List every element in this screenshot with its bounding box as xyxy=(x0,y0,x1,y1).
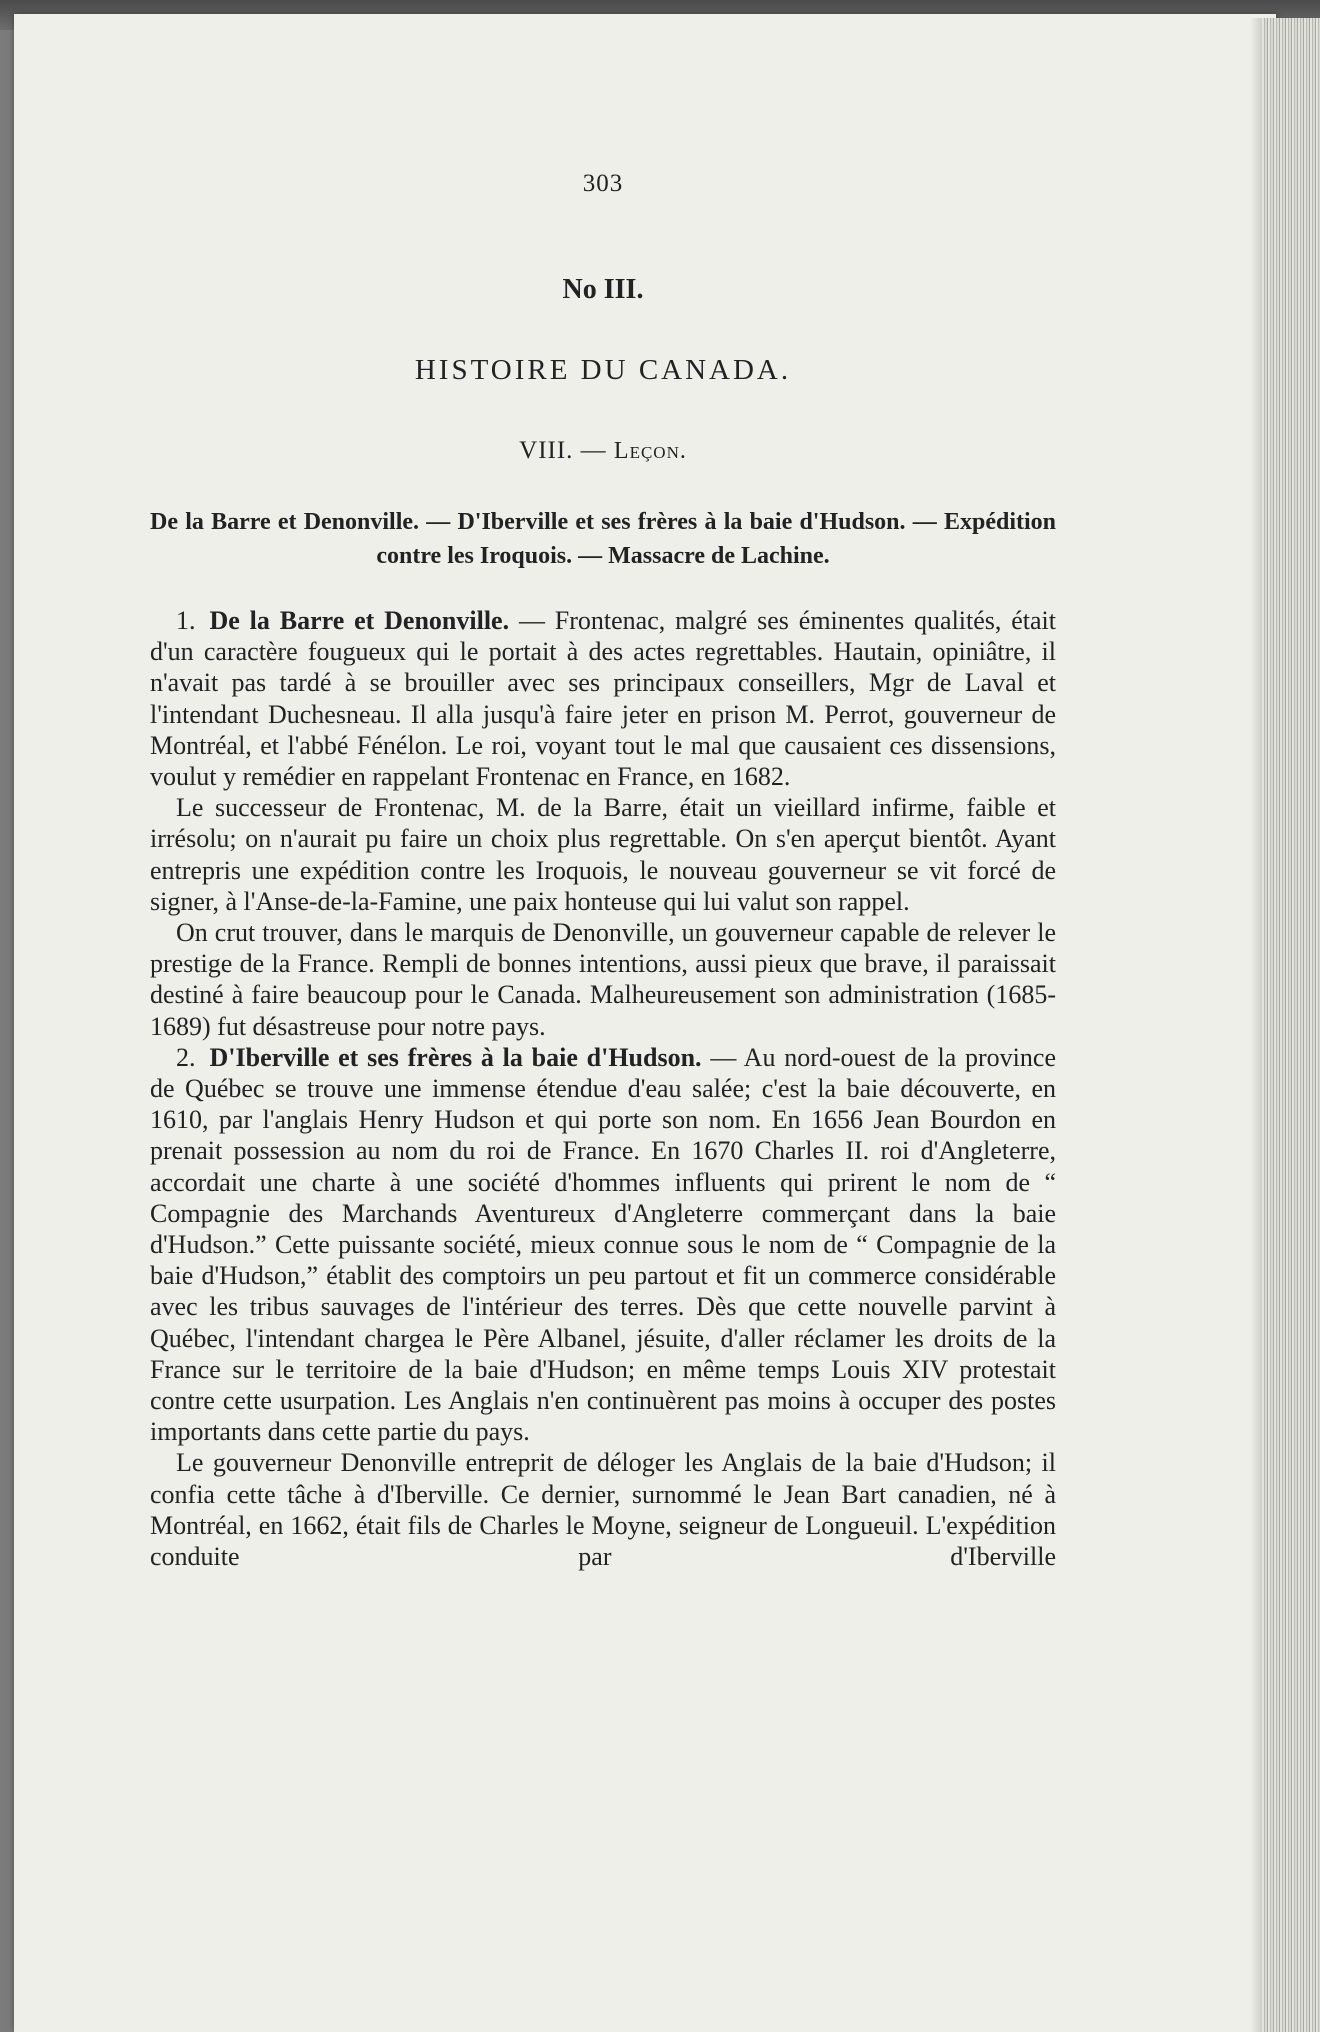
section-1-number: 1. xyxy=(176,606,196,635)
section-2-number: 2. xyxy=(176,1042,196,1072)
section-1 xyxy=(150,605,1056,792)
page-edges xyxy=(1262,18,1320,2032)
document-number: No III. xyxy=(562,274,644,305)
page-content xyxy=(150,170,1056,1572)
section-2 xyxy=(150,1042,1056,1448)
page-number: 303 xyxy=(582,170,624,197)
section-2-heading: D'Iberville et ses frères à la baie d'Hudson. xyxy=(209,1042,702,1072)
lesson-word: Leçon. xyxy=(613,438,687,464)
paragraph: On crut trouver, dans le marquis de Denonville, un gouverneur capable de relever le prestige de la France. Rempli de bonnes intentions, aussi pieux que brave, il paraissait destiné à faire beaucoup pour le Canada. Malheureusement son administration (1685-1689) fut désastreuse pour notre pays. xyxy=(150,918,1056,1041)
lesson-heading xyxy=(150,437,1056,465)
section-2-dash: — xyxy=(701,1042,744,1072)
lesson-number: VIII. — xyxy=(519,437,614,464)
section-1-text: Frontenac, malgré ses éminentes qualités, était d'un caractère fougueux qui le portait à des actes regrettables. Hautain, opiniâtre, il n'avait pas tardé à se brouiller avec ses principaux conseillers, Mgr de Laval et l'intendant Duchesneau. Il alla jusqu'à faire jeter en prison M. Perrot, gouverneur de Montréal, et l'abbé Fénélon. Le roi, voyant tout le mal que causaient ces dissensions, voulut y remédier en rappelant Frontenac en France, en 1682. xyxy=(150,606,1057,792)
paragraph-last: Le gouverneur Denonville entreprit de déloger les Anglais de la baie d'Hudson; il confia cette tâche à d'Iberville. Ce dernier, surnommé le Jean Bart canadien, né à Montréal, en 1662, était fils de Charles le Moyne, seigneur de Longueuil. L'expédition conduite par d'Iberville xyxy=(150,1448,1056,1572)
section-1-dash: — xyxy=(509,606,555,635)
lesson-summary: De la Barre et Denonville. — D'Iberville et ses frères à la baie d'Hudson. — Expédition contre les Iroquois. — Massacre de Lachine. xyxy=(150,509,1056,569)
book-title: HISTOIRE DU CANADA. xyxy=(414,354,792,386)
section-1-heading: De la Barre et Denonville. xyxy=(209,606,510,635)
section-2-text: Au nord-ouest de la province de Québec se trouve une immense étendue d'eau salée; c'est la baie découverte, en 1610, par l'anglais Henry Hudson et qui porte son nom. En 1656 Jean Bourdon en prenait possession au nom du roi de France. En 1670 Charles II. roi d'Angleterre, accordait une charte à une société d'hommes influents qui prirent le nom de “ Compagnie des Marchands Aventureux d'Angleterre commerçant dans la baie d'Hudson.” Cette puissante société, mieux connue sous le nom de “ Compagnie de la baie d'Hudson,” établit des comptoirs un peu partout et fit un commerce considérable avec les tribus sauvages de l'intérieur des terres. Dès que cette nouvelle parvint à Québec, l'intendant chargea le Père Albanel, jésuite, d'aller réclamer les droits de la France sur le territoire de la baie d'Hudson; en même temps Louis XIV protestait contre cette usurpation. Les Anglais n'en continuèrent pas moins à occuper des postes importants dans cette partie du pays. xyxy=(150,1042,1056,1447)
paragraph: Le successeur de Frontenac, M. de la Barre, était un vieillard infirme, faible et irrésolu; on n'aurait pu faire un choix plus regrettable. On s'en aperçut bientôt. Ayant entrepris une expédition contre les Iroquois, le nouveau gouverneur se vit forcé de signer, à l'Anse-de-la-Famine, une paix honteuse qui lui valut son rappel. xyxy=(150,793,1056,916)
